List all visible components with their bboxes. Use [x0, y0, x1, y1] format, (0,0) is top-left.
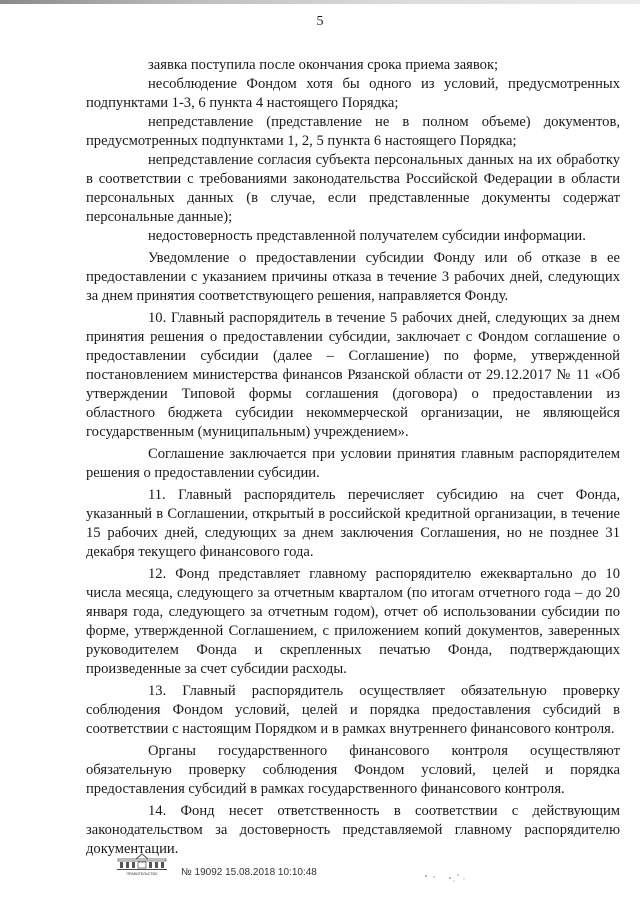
paragraph-13: 14. Фонд несет ответственность в соответствии с действующим законодательством за достоверность представляемой главному распорядителю документации. [86, 803, 620, 857]
document-body [86, 56, 620, 859]
paragraph-11: 13. Главный распорядитель осуществляет обязательную проверку соблюдения Фондом условий, целей и порядка предоставления субсидий в соответствии с настоящим Порядком и в рамках внутреннего финансового контроля. [86, 683, 620, 737]
paragraph-9: 11. Главный распорядитель перечисляет субсидию на счет Фонда, указанный в Соглашении, открытый в российской кредитной организации, в течение 15 рабочих дней, следующих за днем заключения Соглашения, но не позднее 31 декабря текущего финансового года. [86, 487, 620, 560]
paragraph-6: Уведомление о предоставлении субсидии Фонду или об отказе в ее предоставлении с указанием причины отказа в течение 3 рабочих дней, следующих за днем принятия соответствующего решения, направляется Фонду. [86, 250, 620, 304]
registration-number: № 19092 15.08.2018 10:10:48 [181, 867, 317, 878]
paragraph-1: заявка поступила после окончания срока приема заявок; [148, 57, 499, 73]
page-number: 5 [316, 14, 324, 29]
paragraph-10: 12. Фонд представляет главному распорядителю ежеквартально до 10 числа месяца, следующего за отчетным кварталом (по итогам отчетного года – до 20 января года, следующего за отчетным годом), отчет об использовании субсидии по форме, утвержденной Соглашением, с приложением копий документов, заверенных руководителем Фонда и скрепленных печатью Фонда, подтверждающих произведенные за счет субсидии расходы. [86, 566, 620, 677]
page-footer [0, 866, 640, 902]
stamp-label: ПРАВИТЕЛЬСТВО [126, 872, 158, 876]
scan-speckles [420, 862, 480, 886]
paragraph-5: недостоверность представленной получателем субсидии информации. [148, 228, 586, 244]
paragraph-8: Соглашение заключается при условии принятия главным распорядителем решения о предоставлении субсидии. [86, 446, 620, 481]
government-stamp-icon [114, 850, 170, 876]
scan-edge [0, 0, 640, 4]
paragraph-7: 10. Главный распорядитель в течение 5 рабочих дней, следующих за днем принятия решения о предоставлении субсидии, заключает с Фондом соглашение о предоставлении субсидии (далее – Соглашение) по форме, утвержденной постановлением министерства финансов Рязанской области от 29.12.2017 № 11 «Об утверждении Типовой формы соглашения (договора) о предоставлении из областного бюджета субсидии некоммерческой организации, не являющейся государственным (муниципальным) учреждением». [86, 310, 620, 440]
paragraph-3: непредставление (представление не в полном объеме) документов, предусмотренных подпунктами 1, 2, 5 пункта 6 настоящего Порядка; [86, 114, 620, 149]
paragraph-12: Органы государственного финансового контроля осуществляют обязательную проверку соблюдения Фондом условий, целей и порядка предоставления субсидий в рамках государственного финансового контроля. [86, 743, 620, 797]
paragraph-4: непредставление согласия субъекта персональных данных на их обработку в соответствии с требованиями законодательства Российской Федерации в области персональных данных (в случае, если представленные документы содержат персональные данные); [86, 152, 620, 225]
paragraph-2: несоблюдение Фондом хотя бы одного из условий, предусмотренных подпунктами 1-3, 6 пункта 4 настоящего Порядка; [86, 76, 620, 111]
